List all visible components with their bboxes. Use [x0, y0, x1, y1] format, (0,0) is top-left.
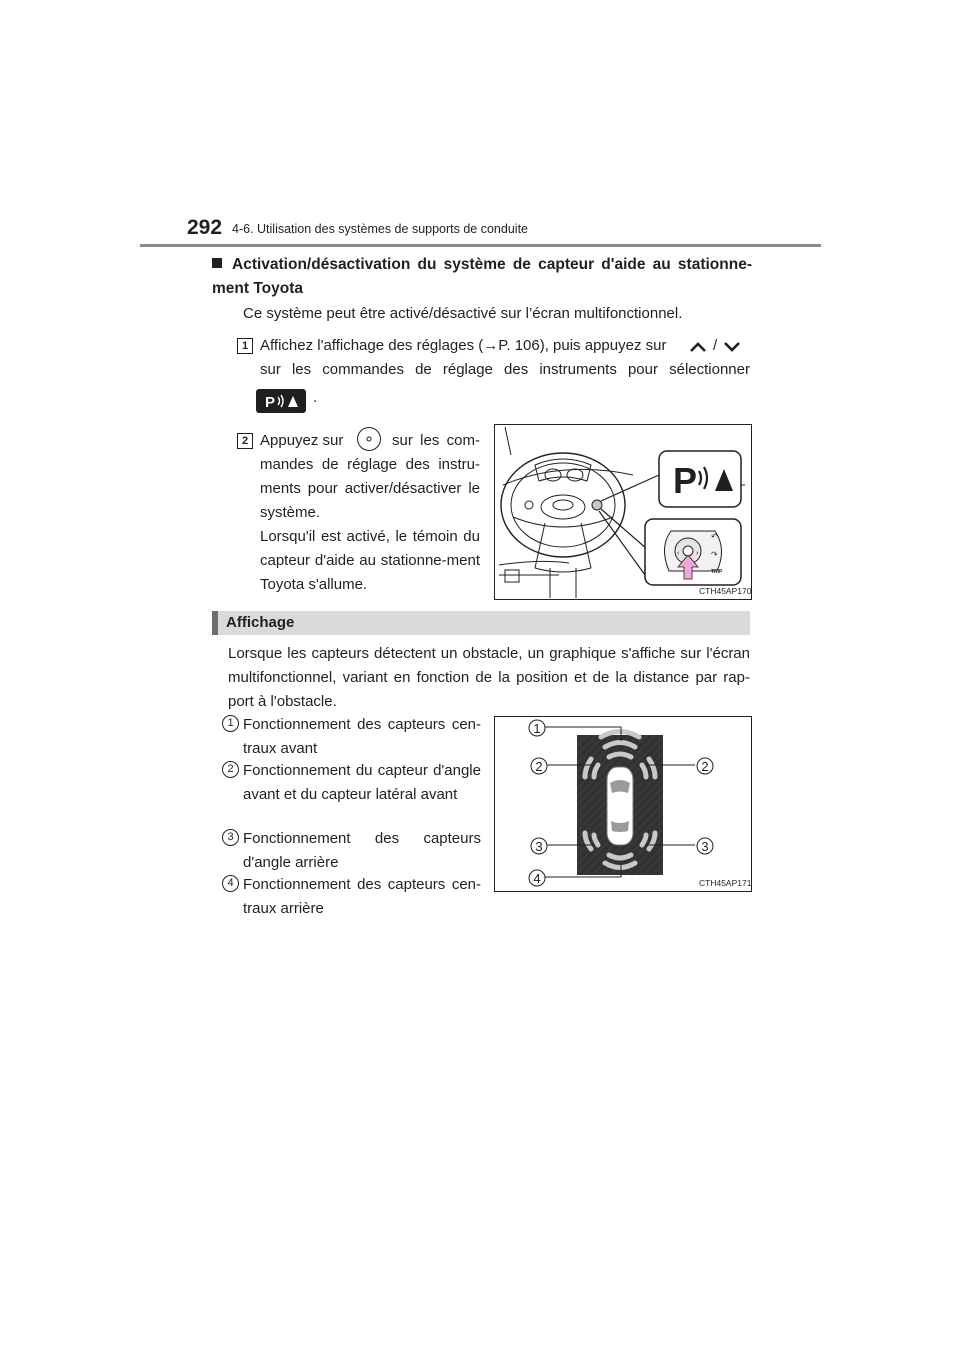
figure-code: CTH45AP170 [699, 586, 752, 596]
list-number-4: 4 [222, 875, 239, 892]
page-number: 292 [187, 216, 223, 239]
sensor-display-figure [494, 716, 752, 892]
chevron-down-icon [723, 341, 741, 353]
step-2-text-a: Appuyez sur [260, 432, 344, 449]
step-number-1: 1 [237, 338, 253, 354]
step-2-text-b: sur les com-mandes de réglage des instru-ments pour activer/désactiver le système. [260, 432, 480, 521]
step-1-line-2: sur les commandes de réglage des instruments pour sélectionner [260, 361, 750, 378]
p-letter: P [673, 460, 698, 501]
step-number-2: 2 [237, 433, 253, 449]
list-number-2: 2 [222, 761, 239, 778]
section-heading-text: Activation/désactivation du système de capteur d'aide au stationne-ment Toyota [212, 256, 752, 297]
callout-3-right: 3 [701, 839, 709, 854]
callout-4: 4 [533, 871, 541, 886]
step-1-line-1 [260, 334, 750, 358]
arrow-right-icon: → [483, 337, 499, 354]
svg-text:↷: ↷ [711, 550, 718, 559]
parking-sensor-icon [256, 389, 306, 413]
chevron-up-icon [689, 341, 707, 353]
svg-text:›: › [696, 550, 699, 557]
section-intro: Ce système peut être activé/désactivé sur l’écran multifonctionnel. [243, 305, 683, 322]
svg-text:‹: ‹ [677, 550, 680, 557]
list-item: Fonctionnement des capteurs cen-traux arrière [243, 876, 481, 917]
step-2-note: Lorsqu'il est activé, le témoin du capteur d'aide au stationne-ment Toyota s'allume. [260, 528, 480, 593]
list-number-3: 3 [222, 829, 239, 846]
list-item: Fonctionnement des capteurs d'angle arrière [243, 830, 481, 871]
section-bar-accent [212, 611, 218, 635]
steering-wheel-illustration [495, 425, 751, 599]
section-title: Affichage [226, 614, 295, 631]
sensor-display-illustration [495, 717, 751, 891]
svg-text:↶: ↶ [711, 532, 718, 541]
step-1-period: . [313, 389, 318, 406]
section-heading [212, 253, 752, 301]
parking-sensor-icon-graphic [256, 389, 306, 413]
callout-3-left: 3 [535, 839, 543, 854]
trip-label: TRIP [711, 569, 723, 575]
steering-wheel-figure [494, 424, 752, 600]
callout-2-right: 2 [701, 759, 709, 774]
svg-text:P: P [265, 394, 276, 411]
list-item: Fonctionnement des capteurs cen-traux avant [243, 716, 481, 757]
heading-square-marker [212, 258, 222, 268]
slash-separator: / [713, 337, 718, 354]
figure-code: CTH45AP171 [699, 878, 752, 888]
list-item: Fonctionnement du capteur d'angle avant et du capteur latéral avant [243, 762, 481, 803]
section-bar-affichage [212, 611, 750, 635]
list-number-1: 1 [222, 715, 239, 732]
callout-2-left: 2 [535, 759, 543, 774]
running-head: 4-6. Utilisation des systèmes de supports de conduite [232, 222, 528, 236]
callout-1: 1 [533, 721, 541, 736]
header-rule [140, 244, 821, 247]
step-1-text-a: Affichez l'affichage des réglages ( [260, 337, 484, 354]
display-intro: Lorsque les capteurs détectent un obstacle, un graphique s'affiche sur l'écran multifonctionnel, variant en fonction de la position et de la distance par rap-port à l'obstacle. [228, 645, 750, 710]
page-reference: P. 106), puis appuyez sur [498, 337, 667, 354]
